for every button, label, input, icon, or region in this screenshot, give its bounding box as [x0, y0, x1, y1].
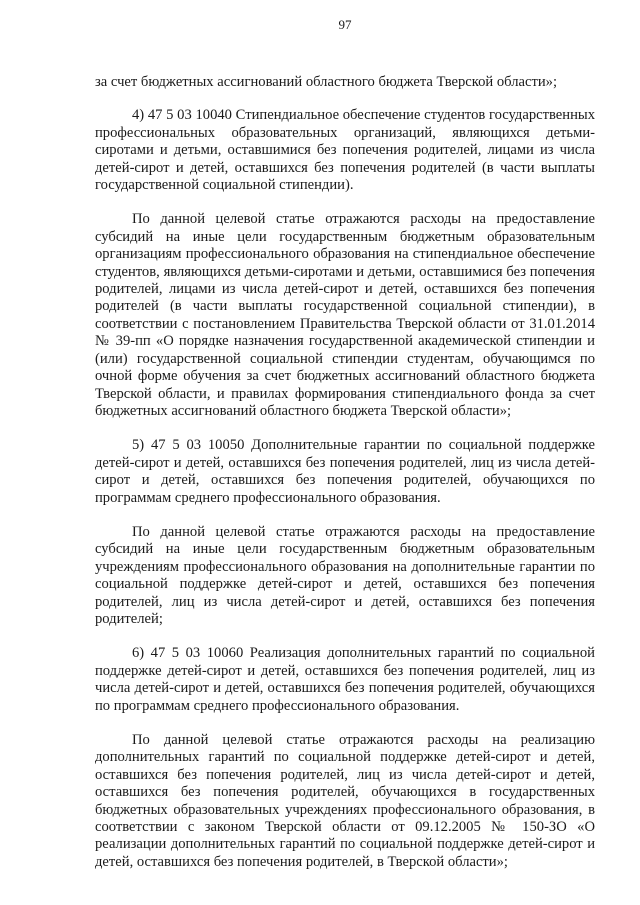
paragraph-item-5: 5) 47 5 03 10050 Дополнительные гарантии по социальной поддержке детей-сирот и детей, оставшихся без попечения родителей, лиц из числа детей-сирот и детей, оставшихся без попечения родителей, обучающихся по программам среднего профессионального образования. [95, 437, 595, 506]
paragraph-continuation: за счет бюджетных ассигнований областного бюджета Тверской области»; [95, 74, 558, 90]
page-number: 97 [338, 17, 352, 32]
paragraph-item-5-description: По данной целевой статье отражаются расходы на предоставление субсидий на иные цели государственным бюджетным образовательным учреждениям профессионального образования на дополнительные гарантии по социальной поддержке детей-сирот и детей, оставшихся без попечения родителей, лиц из числа детей-сирот и детей, оставшихся без попечения родителей; [95, 523, 595, 627]
paragraph-item-6: 6) 47 5 03 10060 Реализация дополнительных гарантий по социальной поддержке детей-сирот и детей, оставшихся без попечения родителей, лиц из числа детей-сирот и детей, оставшихся без попечения родителей, обучающихся по программам среднего профессионального образования. [95, 645, 595, 714]
paragraph-item-6-description: По данной целевой статье отражаются расходы на реализацию дополнительных гарантий по социальной поддержке детей-сирот и детей, оставшихся без попечения родителей, лиц из числа детей-сирот и детей, оставшихся без попечения родителей, обучающихся в государственных бюджетных образовательных учреждениях профессионального образования, в соответствии с законом Тверской области от 09.12.2005 № 150-ЗО «О реализации дополнительных гарантий по социальной поддержке детей-сирот и детей, оставшихся без попечения родителей, в Тверской области»; [95, 732, 595, 870]
paragraph-item-4: 4) 47 5 03 10040 Стипендиальное обеспечение студентов государственных профессиональных образовательных организаций, являющихся детьми-сиротами и детьми, оставшимися без попечения родителей, лицами из числа детей-сирот и детей, оставшихся без попечения родителей (в части выплаты государственной социальной стипендии). [95, 107, 595, 194]
paragraph-item-4-description: По данной целевой статье отражаются расходы на предоставление субсидий на иные цели государственным бюджетным образовательным организациям профессионального образования на стипендиальное обеспечение студентов, являющихся детьми-сиротами и детьми, оставшимися без попечения родителей, лицами из числа детей-сирот и детей, оставшихся без попечения родителей (в части выплаты государственной социальной стипендии), в соответствии с постановлением Правительства Тверской области от 31.01.2014 № 39-пп «О порядке назначения государственной академической стипендии и (или) государственной социальной стипендии студентам, обучающимся по очной форме обучения за счет бюджетных ассигнований областного бюджета Тверской области, и правилах формирования стипендиального фонда за счет бюджетных ассигнований областного бюджета Тверской области»; [95, 211, 595, 419]
document-body [95, 74, 595, 871]
